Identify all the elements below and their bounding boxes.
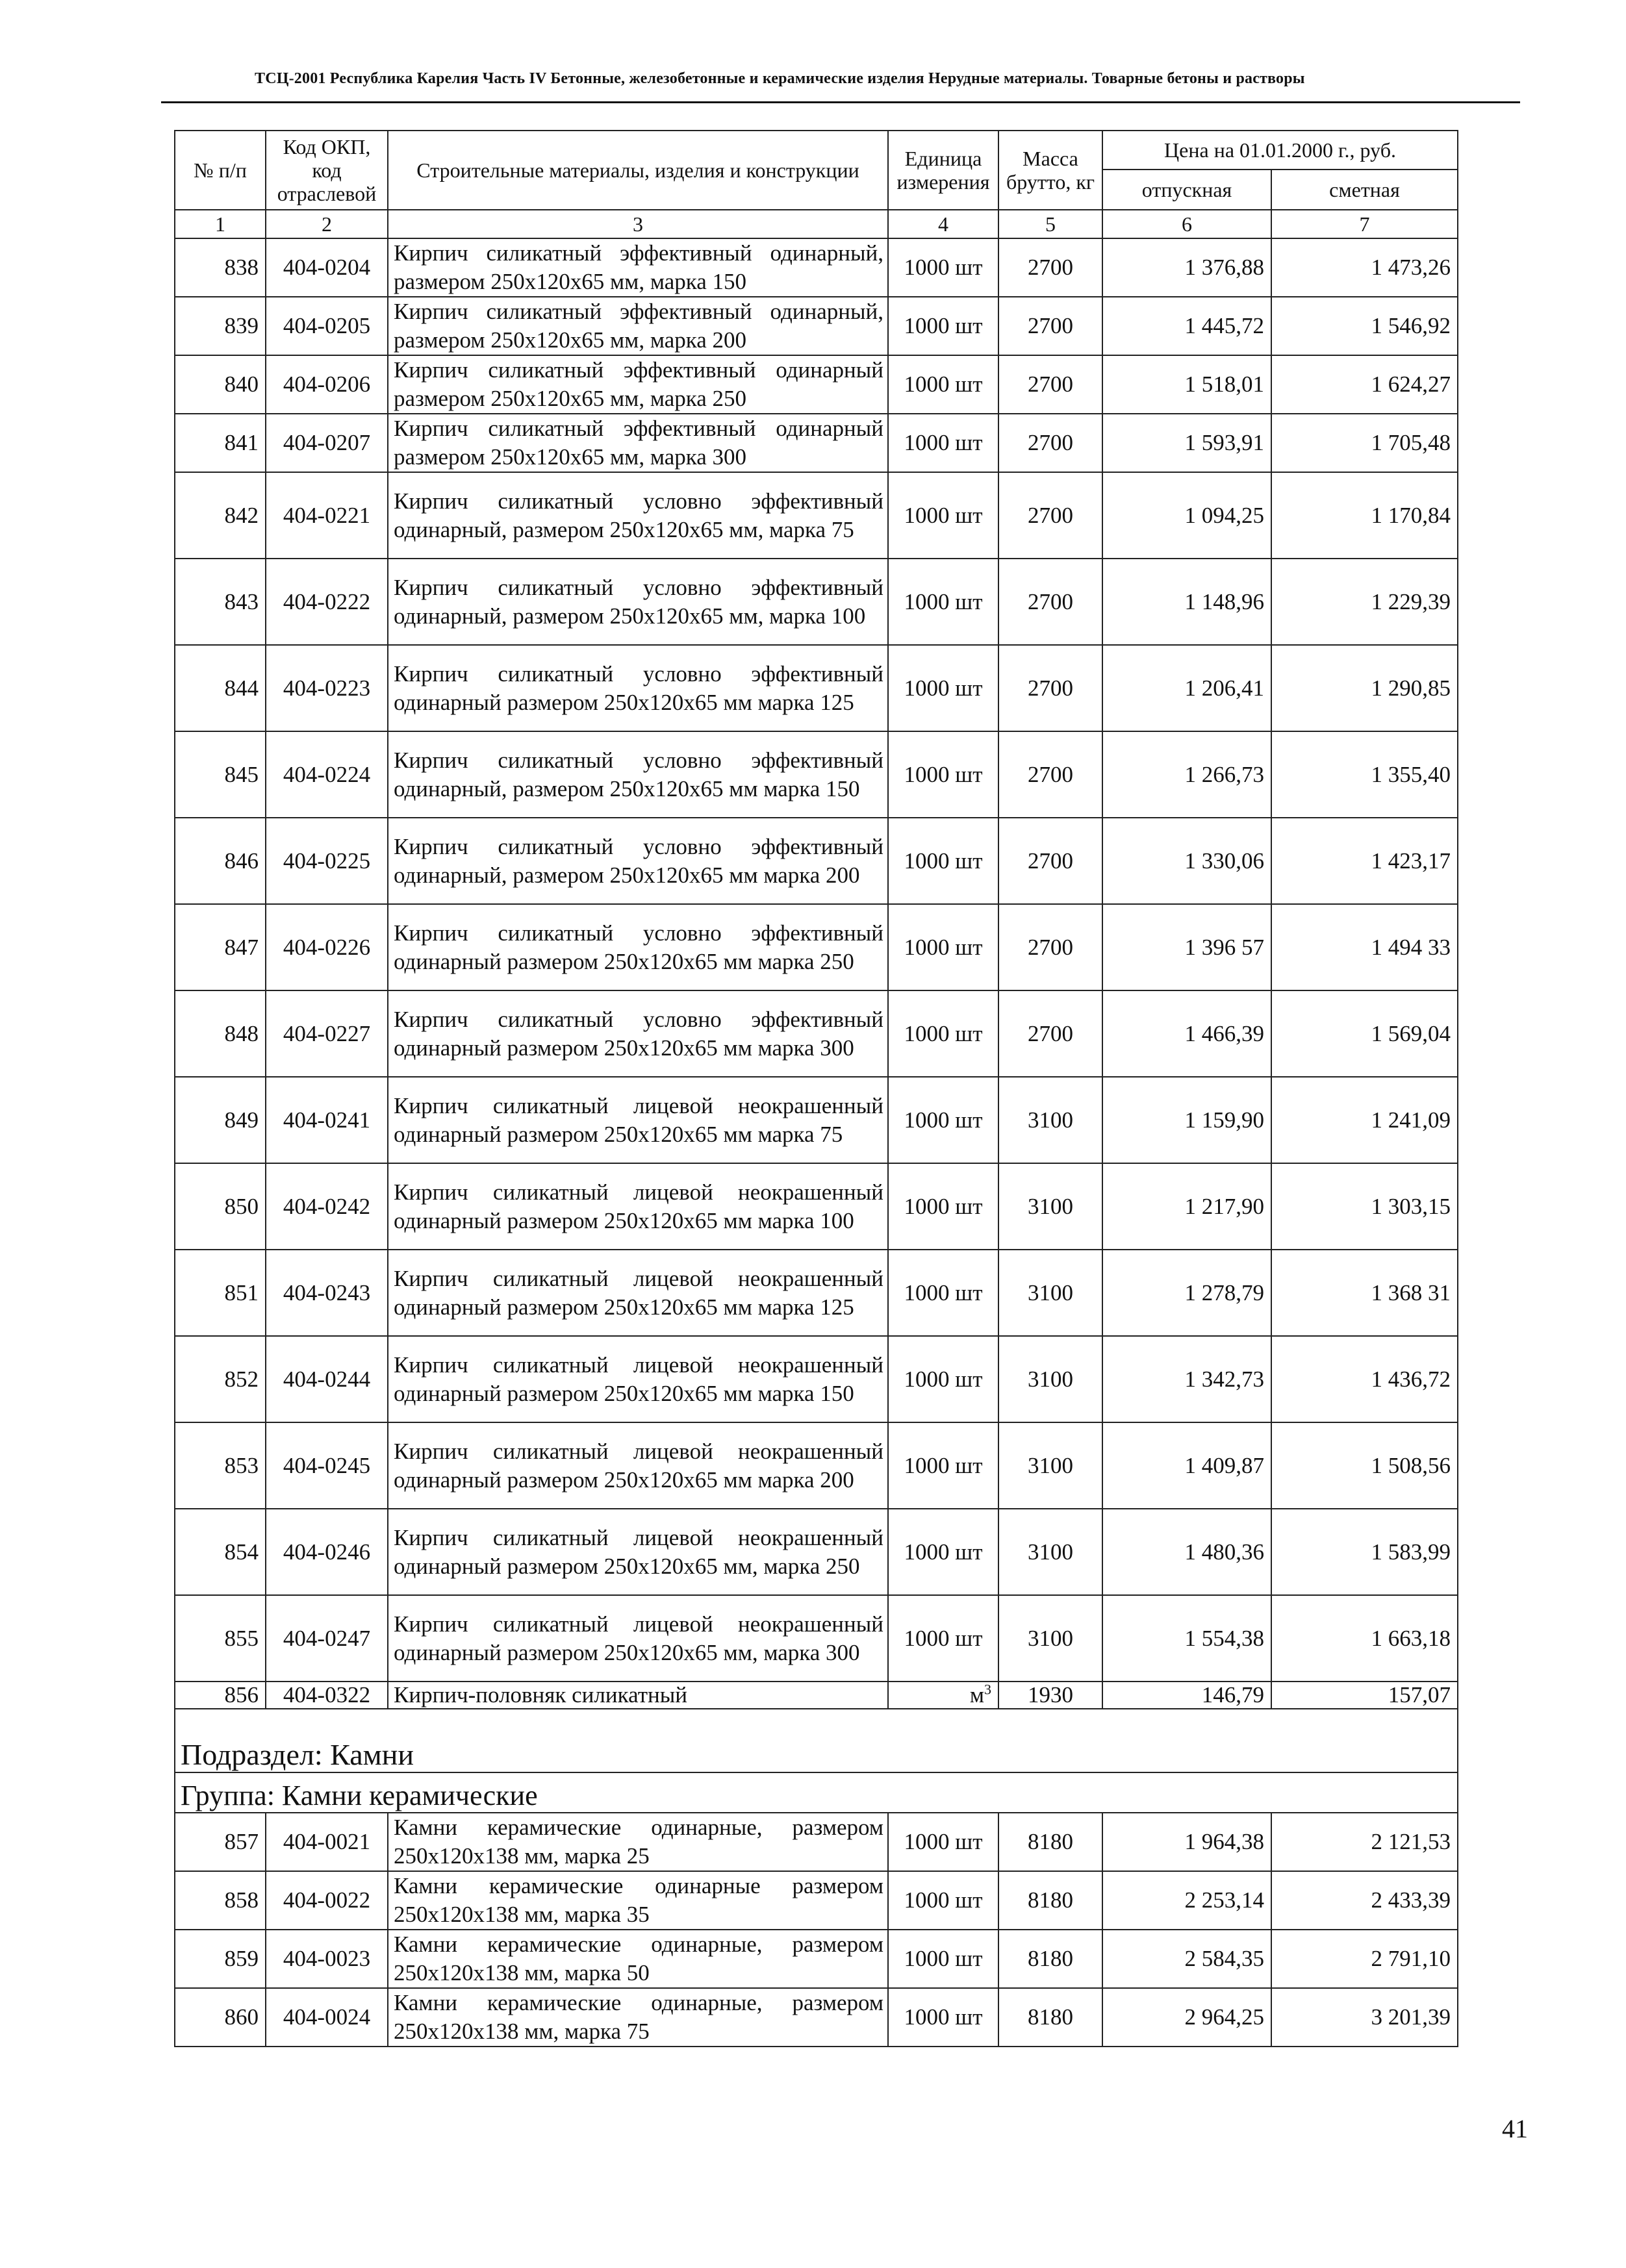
row-price-estimate: 1 170,84 — [1271, 472, 1458, 559]
row-unit — [888, 1682, 998, 1709]
row-mass: 2700 — [998, 472, 1102, 559]
column-number: 5 — [998, 210, 1102, 238]
row-description: Кирпич силикатный условно эффективный одинарный, размером 250х120х65 мм марка 200 — [388, 818, 888, 904]
row-number: 859 — [175, 1930, 266, 1988]
row-price-release: 1 466,39 — [1102, 990, 1271, 1077]
row-unit: 1000 шт — [888, 355, 998, 414]
row-mass: 2700 — [998, 297, 1102, 355]
row-number: 843 — [175, 559, 266, 645]
table-body-half-brick — [175, 1682, 1458, 1813]
group-row — [175, 1772, 1458, 1813]
table-row — [175, 1988, 1458, 2047]
row-code: 404-0222 — [266, 559, 388, 645]
row-description: Кирпич силикатный условно эффективный одинарный размером 250х120х65 мм марка 125 — [388, 645, 888, 731]
table-row — [175, 238, 1458, 297]
unit-text: м — [969, 1682, 984, 1707]
row-mass: 8180 — [998, 1988, 1102, 2047]
row-code: 404-0226 — [266, 904, 388, 990]
row-code: 404-0205 — [266, 297, 388, 355]
row-mass: 3100 — [998, 1595, 1102, 1682]
row-price-estimate: 1 546,92 — [1271, 297, 1458, 355]
row-mass: 8180 — [998, 1813, 1102, 1871]
row-description: Кирпич силикатный лицевой неокрашенный одинарный размером 250х120х65 мм марка 200 — [388, 1422, 888, 1509]
row-price-estimate: 1 494 33 — [1271, 904, 1458, 990]
row-unit: 1000 шт — [888, 559, 998, 645]
column-number: 6 — [1102, 210, 1271, 238]
table-row — [175, 904, 1458, 990]
header-price-release: отпускная — [1102, 170, 1271, 210]
row-description: Кирпич силикатный условно эффективный одинарный, размером 250х120х65 мм, марка 75 — [388, 472, 888, 559]
row-unit: 1000 шт — [888, 1509, 998, 1595]
row-mass: 2700 — [998, 238, 1102, 297]
row-description: Кирпич силикатный лицевой неокрашенный одинарный размером 250х120х65 мм марка 150 — [388, 1336, 888, 1422]
row-unit: 1000 шт — [888, 1871, 998, 1930]
row-price-release: 1 376,88 — [1102, 238, 1271, 297]
table-row — [175, 1250, 1458, 1336]
row-code: 404-0225 — [266, 818, 388, 904]
row-price-estimate: 1 436,72 — [1271, 1336, 1458, 1422]
row-mass: 3100 — [998, 1509, 1102, 1595]
subsection-row — [175, 1709, 1458, 1772]
row-price-release: 1 593,91 — [1102, 414, 1271, 472]
row-mass: 3100 — [998, 1250, 1102, 1336]
row-price-release: 2 964,25 — [1102, 1988, 1271, 2047]
row-mass: 2700 — [998, 990, 1102, 1077]
row-price-release: 2 584,35 — [1102, 1930, 1271, 1988]
row-price-release: 1 278,79 — [1102, 1250, 1271, 1336]
row-price-release: 1 217,90 — [1102, 1163, 1271, 1250]
row-price-estimate: 1 355,40 — [1271, 731, 1458, 818]
row-mass: 2700 — [998, 559, 1102, 645]
row-number: 851 — [175, 1250, 266, 1336]
row-description: Кирпич силикатный лицевой неокрашенный одинарный размером 250х120х65 мм, марка 250 — [388, 1509, 888, 1595]
row-unit: 1000 шт — [888, 1077, 998, 1163]
row-price-estimate: 1 423,17 — [1271, 818, 1458, 904]
row-description: Камни керамические одинарные, размером 250х120х138 мм, марка 75 — [388, 1988, 888, 2047]
row-unit: 1000 шт — [888, 990, 998, 1077]
header-price-group: Цена на 01.01.2000 г., руб. — [1102, 131, 1458, 170]
row-description: Кирпич силикатный эффективный одинарный размером 250х120х65 мм, марка 250 — [388, 355, 888, 414]
row-unit: 1000 шт — [888, 1813, 998, 1871]
row-code: 404-0221 — [266, 472, 388, 559]
row-code: 404-0206 — [266, 355, 388, 414]
table-row — [175, 731, 1458, 818]
row-price-estimate: 1 290,85 — [1271, 645, 1458, 731]
row-unit: 1000 шт — [888, 818, 998, 904]
row-price-estimate: 1 229,39 — [1271, 559, 1458, 645]
table-row — [175, 297, 1458, 355]
row-number: 842 — [175, 472, 266, 559]
row-unit: 1000 шт — [888, 1930, 998, 1988]
row-number: 848 — [175, 990, 266, 1077]
row-number: 856 — [175, 1682, 266, 1709]
row-code: 404-0245 — [266, 1422, 388, 1509]
row-price-estimate: 1 241,09 — [1271, 1077, 1458, 1163]
row-code: 404-0243 — [266, 1250, 388, 1336]
row-description: Кирпич силикатный лицевой неокрашенный одинарный размером 250х120х65 мм марка 75 — [388, 1077, 888, 1163]
header-materials: Строительные материалы, изделия и конструкции — [388, 131, 888, 210]
row-number: 839 — [175, 297, 266, 355]
row-code: 404-0223 — [266, 645, 388, 731]
row-price-release: 1 266,73 — [1102, 731, 1271, 818]
table-row — [175, 559, 1458, 645]
row-code: 404-0244 — [266, 1336, 388, 1422]
row-price-estimate: 1 583,99 — [1271, 1509, 1458, 1595]
row-unit: 1000 шт — [888, 731, 998, 818]
row-description: Кирпич-половняк силикатный — [388, 1682, 888, 1709]
row-price-estimate: 1 368 31 — [1271, 1250, 1458, 1336]
row-price-release: 1 480,36 — [1102, 1509, 1271, 1595]
row-code: 404-0224 — [266, 731, 388, 818]
row-price-release: 1 148,96 — [1102, 559, 1271, 645]
row-mass: 3100 — [998, 1163, 1102, 1250]
row-number: 858 — [175, 1871, 266, 1930]
table-row — [175, 1930, 1458, 1988]
row-price-estimate: 2 121,53 — [1271, 1813, 1458, 1871]
table-row — [175, 1813, 1458, 1871]
row-unit: 1000 шт — [888, 1336, 998, 1422]
row-code: 404-0022 — [266, 1871, 388, 1930]
row-unit: 1000 шт — [888, 1988, 998, 2047]
row-price-estimate: 1 569,04 — [1271, 990, 1458, 1077]
table-body-ceramic-stones — [175, 1813, 1458, 2047]
row-unit: 1000 шт — [888, 414, 998, 472]
row-price-estimate: 1 663,18 — [1271, 1595, 1458, 1682]
row-number: 840 — [175, 355, 266, 414]
row-price-release: 1 409,87 — [1102, 1422, 1271, 1509]
row-description: Кирпич силикатный лицевой неокрашенный одинарный размером 250х120х65 мм марка 125 — [388, 1250, 888, 1336]
row-mass: 2700 — [998, 414, 1102, 472]
header-okp-code: Код ОКП, код отраслевой — [266, 131, 388, 210]
row-description: Камни керамические одинарные, размером 250х120х138 мм, марка 50 — [388, 1930, 888, 1988]
table-row — [175, 645, 1458, 731]
row-price-estimate: 3 201,39 — [1271, 1988, 1458, 2047]
row-price-release: 1 094,25 — [1102, 472, 1271, 559]
row-price-release: 1 159,90 — [1102, 1077, 1271, 1163]
row-description: Кирпич силикатный условно эффективный одинарный размером 250х120х65 мм марка 300 — [388, 990, 888, 1077]
column-number: 7 — [1271, 210, 1458, 238]
row-price-release: 1 342,73 — [1102, 1336, 1271, 1422]
table-row — [175, 1163, 1458, 1250]
row-price-estimate: 1 473,26 — [1271, 238, 1458, 297]
table-row — [175, 818, 1458, 904]
table-row — [175, 1077, 1458, 1163]
row-number: 847 — [175, 904, 266, 990]
header-price-estimate: сметная — [1271, 170, 1458, 210]
row-price-release: 1 445,72 — [1102, 297, 1271, 355]
group-title: Группа: Камни керамические — [175, 1772, 1458, 1813]
table-row — [175, 355, 1458, 414]
row-price-release: 1 518,01 — [1102, 355, 1271, 414]
row-description: Камни керамические одинарные размером 250х120х138 мм, марка 35 — [388, 1871, 888, 1930]
row-mass: 3100 — [998, 1336, 1102, 1422]
page-number: 41 — [1502, 2114, 1528, 2143]
row-unit: 1000 шт — [888, 645, 998, 731]
row-mass: 2700 — [998, 731, 1102, 818]
row-price-release: 146,79 — [1102, 1682, 1271, 1709]
row-price-estimate: 1 303,15 — [1271, 1163, 1458, 1250]
table-row — [175, 472, 1458, 559]
row-number: 849 — [175, 1077, 266, 1163]
table-row — [175, 1682, 1458, 1709]
row-code: 404-0241 — [266, 1077, 388, 1163]
row-price-estimate: 157,07 — [1271, 1682, 1458, 1709]
row-number: 853 — [175, 1422, 266, 1509]
row-number: 845 — [175, 731, 266, 818]
row-number: 857 — [175, 1813, 266, 1871]
header-mass: Масса брутто, кг — [998, 131, 1102, 210]
row-code: 404-0024 — [266, 1988, 388, 2047]
row-unit: 1000 шт — [888, 1163, 998, 1250]
row-unit: 1000 шт — [888, 472, 998, 559]
row-price-release: 1 554,38 — [1102, 1595, 1271, 1682]
table-row — [175, 1871, 1458, 1930]
row-price-release: 1 330,06 — [1102, 818, 1271, 904]
table-body-bricks — [175, 238, 1458, 1682]
row-mass: 2700 — [998, 645, 1102, 731]
row-number: 841 — [175, 414, 266, 472]
row-price-estimate: 1 624,27 — [1271, 355, 1458, 414]
row-unit: 1000 шт — [888, 904, 998, 990]
row-price-release: 1 206,41 — [1102, 645, 1271, 731]
row-mass: 2700 — [998, 818, 1102, 904]
row-mass: 8180 — [998, 1930, 1102, 1988]
row-number: 855 — [175, 1595, 266, 1682]
row-description: Кирпич силикатный условно эффективный одинарный размером 250х120х65 мм марка 250 — [388, 904, 888, 990]
column-number: 4 — [888, 210, 998, 238]
row-unit: 1000 шт — [888, 1250, 998, 1336]
row-code: 404-0322 — [266, 1682, 388, 1709]
row-price-estimate: 2 433,39 — [1271, 1871, 1458, 1930]
row-unit: 1000 шт — [888, 238, 998, 297]
unit-superscript: 3 — [984, 1681, 991, 1698]
row-mass: 2700 — [998, 904, 1102, 990]
row-description: Кирпич силикатный эффективный одинарный, размером 250х120х65 мм, марка 150 — [388, 238, 888, 297]
row-price-release: 1 396 57 — [1102, 904, 1271, 990]
row-number: 860 — [175, 1988, 266, 2047]
table-row — [175, 1422, 1458, 1509]
row-description: Кирпич силикатный лицевой неокрашенный одинарный размером 250х120х65 мм марка 100 — [388, 1163, 888, 1250]
row-price-release: 2 253,14 — [1102, 1871, 1271, 1930]
row-description: Кирпич силикатный эффективный одинарный размером 250х120х65 мм, марка 300 — [388, 414, 888, 472]
row-code: 404-0227 — [266, 990, 388, 1077]
row-unit: 1000 шт — [888, 297, 998, 355]
row-number: 854 — [175, 1509, 266, 1595]
row-code: 404-0023 — [266, 1930, 388, 1988]
running-head: ТСЦ-2001 Республика Карелия Часть IV Бетонные, железобетонные и керамические изделия Нерудные материалы. Товарные бетоны и растворы — [255, 70, 1305, 87]
header-rule — [161, 101, 1520, 103]
row-code: 404-0246 — [266, 1509, 388, 1595]
row-description: Кирпич силикатный условно эффективный одинарный, размером 250х120х65 мм, марка 100 — [388, 559, 888, 645]
row-code: 404-0207 — [266, 414, 388, 472]
row-unit: 1000 шт — [888, 1595, 998, 1682]
row-description: Кирпич силикатный условно эффективный одинарный, размером 250х120х65 мм марка 150 — [388, 731, 888, 818]
row-code: 404-0242 — [266, 1163, 388, 1250]
row-description: Кирпич силикатный лицевой неокрашенный одинарный размером 250х120х65 мм, марка 300 — [388, 1595, 888, 1682]
row-price-estimate: 2 791,10 — [1271, 1930, 1458, 1988]
column-number: 1 — [175, 210, 266, 238]
row-number: 846 — [175, 818, 266, 904]
row-mass: 1930 — [998, 1682, 1102, 1709]
row-number: 838 — [175, 238, 266, 297]
row-code: 404-0021 — [266, 1813, 388, 1871]
table-row — [175, 1595, 1458, 1682]
table-row — [175, 1336, 1458, 1422]
row-code: 404-0247 — [266, 1595, 388, 1682]
column-number: 2 — [266, 210, 388, 238]
column-number-row — [175, 210, 1458, 238]
row-mass: 3100 — [998, 1422, 1102, 1509]
row-price-estimate: 1 508,56 — [1271, 1422, 1458, 1509]
row-number: 850 — [175, 1163, 266, 1250]
row-code: 404-0204 — [266, 238, 388, 297]
row-description: Кирпич силикатный эффективный одинарный, размером 250х120х65 мм, марка 200 — [388, 297, 888, 355]
row-number: 852 — [175, 1336, 266, 1422]
price-table — [174, 130, 1458, 2047]
table-row — [175, 990, 1458, 1077]
header-num: № п/п — [175, 131, 266, 210]
table-row — [175, 414, 1458, 472]
row-mass: 3100 — [998, 1077, 1102, 1163]
table-row — [175, 1509, 1458, 1595]
row-mass: 8180 — [998, 1871, 1102, 1930]
row-mass: 2700 — [998, 355, 1102, 414]
row-description: Камни керамические одинарные, размером 250х120х138 мм, марка 25 — [388, 1813, 888, 1871]
header-unit: Единица измерения — [888, 131, 998, 210]
row-number: 844 — [175, 645, 266, 731]
subsection-title: Подраздел: Камни — [175, 1709, 1458, 1772]
column-number: 3 — [388, 210, 888, 238]
row-unit: 1000 шт — [888, 1422, 998, 1509]
row-price-release: 1 964,38 — [1102, 1813, 1271, 1871]
row-price-estimate: 1 705,48 — [1271, 414, 1458, 472]
